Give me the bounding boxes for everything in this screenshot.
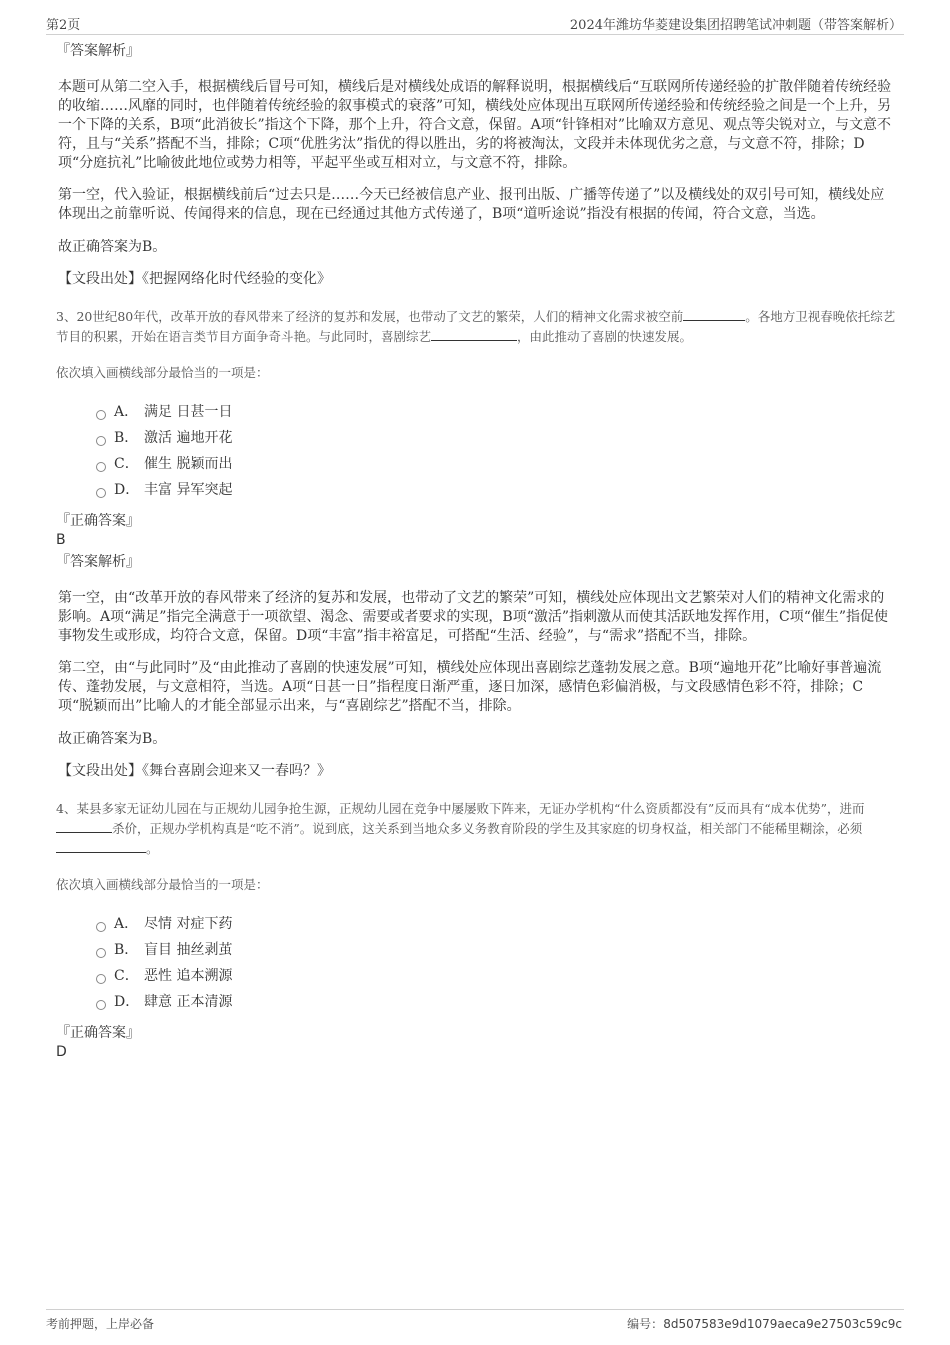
- q4-option-d[interactable]: [96, 989, 896, 1015]
- radio-icon[interactable]: [96, 974, 106, 984]
- radio-icon[interactable]: [96, 1000, 106, 1010]
- prev-analysis-para-2: 第一空，代入验证，根据横线前后“过去只是……今天已经被信息产业、报刊出版、广播等传递了”以及横线处的双引号可知，横线处应体现出之前靠听说、传闻得来的信息，现在已经通过其他方式传递了，B项“道听途说”指没有根据的传闻，符合文意，当选。: [58, 187, 885, 222]
- document-code: [627, 1315, 902, 1332]
- option-text: 肆意 正本清源: [144, 994, 233, 1010]
- question-4-text: [56, 799, 896, 859]
- footer-slogan: 考前押题，上岸必备: [46, 1317, 155, 1331]
- option-text: 催生 脱颖而出: [144, 456, 233, 472]
- q3-blank-2: [431, 328, 517, 341]
- option-letter: C．: [114, 968, 139, 984]
- q4-text-part-3: 。: [146, 841, 159, 856]
- q4-correct-value: D: [56, 1044, 67, 1060]
- q3-text-part-1: 3、20世纪80年代，改革开放的春风带来了经济的复苏和发展，也带动了文艺的繁荣，人们的精神文化需求被空前: [56, 309, 684, 324]
- option-letter: D．: [114, 994, 140, 1010]
- radio-icon[interactable]: [96, 462, 106, 472]
- option-text: 激活 遍地开花: [144, 430, 233, 446]
- radio-icon[interactable]: [96, 948, 106, 958]
- radio-icon[interactable]: [96, 488, 106, 498]
- q4-correct-title: 『正确答案』: [56, 1025, 140, 1041]
- q4-blank-2: [56, 840, 146, 853]
- option-text: 丰富 异军突起: [144, 482, 233, 498]
- code-label: 编号：: [627, 1317, 664, 1331]
- q3-source: 【文段出处】《舞台喜剧会迎来又一春吗？》: [58, 763, 331, 779]
- prev-analysis-title: 『答案解析』: [56, 43, 140, 59]
- option-letter: A．: [114, 404, 139, 420]
- radio-icon[interactable]: [96, 410, 106, 420]
- q3-prompt: 依次填入画横线部分最恰当的一项是：: [56, 365, 269, 380]
- q4-option-c[interactable]: [96, 963, 896, 989]
- q4-text-part-1: 4、某县多家无证幼儿园在与正规幼儿园争抢生源，正规幼儿园在竞争中屡屡败下阵来，无证办学机构“什么资质都没有”反而具有“成本优势”，进而: [56, 801, 865, 816]
- q3-options: [96, 399, 896, 503]
- q4-prompt: 依次填入画横线部分最恰当的一项是：: [56, 877, 269, 892]
- q4-options: [96, 911, 896, 1015]
- q4-option-a[interactable]: [96, 911, 896, 937]
- page-header: [46, 14, 904, 35]
- q3-analysis-para-1: 第一空，由“改革开放的春风带来了经济的复苏和发展，也带动了文艺的繁荣”可知，横线处应体现出文艺繁荣对人们的精神文化需求的影响。A项“满足”指完全满意于一项欲望、渴念、需要或者要求的实现，B项“激活”指刺激从而使其活跃地发挥作用，C项“催生”指促使事物发生或形成，均符合文意，保留。D项“丰富”指丰裕富足，可搭配“生活、经验”，与“需求”搭配不当，排除。: [58, 590, 889, 644]
- prev-conclusion: 故正确答案为B。: [58, 239, 167, 255]
- option-text: 满足 日甚一日: [144, 404, 233, 420]
- question-3-text: [56, 307, 896, 347]
- option-text: 恶性 追本溯源: [144, 968, 233, 984]
- q3-text-part-2: 。各地方卫视春晚依托综艺节目的积累，开始在语言类节目方面争奇斗艳。与此同时，喜剧综艺: [56, 309, 896, 344]
- q3-option-d[interactable]: [96, 477, 896, 503]
- option-text: 盲目 抽丝剥茧: [144, 942, 233, 958]
- option-letter: A．: [114, 916, 139, 932]
- q3-option-b[interactable]: [96, 425, 896, 451]
- radio-icon[interactable]: [96, 436, 106, 446]
- page-content: [56, 40, 896, 1063]
- q4-option-b[interactable]: [96, 937, 896, 963]
- code-value: 8d507583e9d1079aeca9e27503c59c9c: [663, 1317, 902, 1331]
- q4-blank-1: [56, 820, 112, 833]
- radio-icon[interactable]: [96, 922, 106, 932]
- option-text: 尽情 对症下药: [144, 916, 233, 932]
- document-title: 2024年潍坊华菱建设集团招聘笔试冲刺题（带答案解析）: [569, 18, 902, 33]
- prev-source: 【文段出处】《把握网络化时代经验的变化》: [58, 271, 331, 287]
- q3-text-part-3: ，由此推动了喜剧的快速发展。: [517, 329, 693, 344]
- page-footer: [46, 1309, 904, 1332]
- option-letter: C．: [114, 456, 139, 472]
- q3-blank-1: [683, 308, 745, 321]
- option-letter: D．: [114, 482, 140, 498]
- q3-correct-title: 『正确答案』: [56, 513, 140, 529]
- q3-analysis-para-2: 第二空，由“与此同时”及“由此推动了喜剧的快速发展”可知，横线处应体现出喜剧综艺蓬勃发展之意。B项“遍地开花”比喻好事普遍流传、蓬勃发展，与文意相符，当选。A项“日甚一日”指程度日渐严重，逐日加深，感情色彩偏消极，与文段感情色彩不符，排除；C项“脱颖而出”比喻人的才能全部显示出来，与“喜剧综艺”搭配不当，排除。: [58, 660, 882, 714]
- q3-correct-value: B: [56, 532, 66, 548]
- q3-option-c[interactable]: [96, 451, 896, 477]
- prev-analysis-para-1: 本题可从第二空入手，根据横线后冒号可知，横线后是对横线处成语的解释说明，根据横线后“互联网所传递经验的扩散伴随着传统经验的收缩……风靡的同时，也伴随着传统经验的叙事模式的衰落”可知，横线处应体现出互联网所传递经验和传统经验之间是一个上升，另一个下降的关系，B项“此消彼长”指这个下降，那个上升，符合文意，保留。A项“针锋相对”比喻双方意见、观点等尖锐对立，与文意不符，且与“关系”搭配不当，排除；C项“优胜劣汰”指优的得以胜出，劣的将被淘汰，文段并未体现优劣之意，与文意不符，排除；D项“分庭抗礼”比喻彼此地位或势力相等，平起平坐或互相对立，与文意不符，排除。: [58, 79, 892, 171]
- q4-text-part-2: 杀价，正规办学机构真是“吃不消”。说到底，这关系到当地众多义务教育阶段的学生及其家庭的切身权益，相关部门不能稀里糊涂，必须: [112, 821, 863, 836]
- option-letter: B．: [114, 430, 139, 446]
- q3-option-a[interactable]: [96, 399, 896, 425]
- page-number: 第2页: [46, 18, 81, 33]
- q3-analysis-title: 『答案解析』: [56, 554, 140, 570]
- q3-conclusion: 故正确答案为B。: [58, 731, 167, 747]
- option-letter: B．: [114, 942, 139, 958]
